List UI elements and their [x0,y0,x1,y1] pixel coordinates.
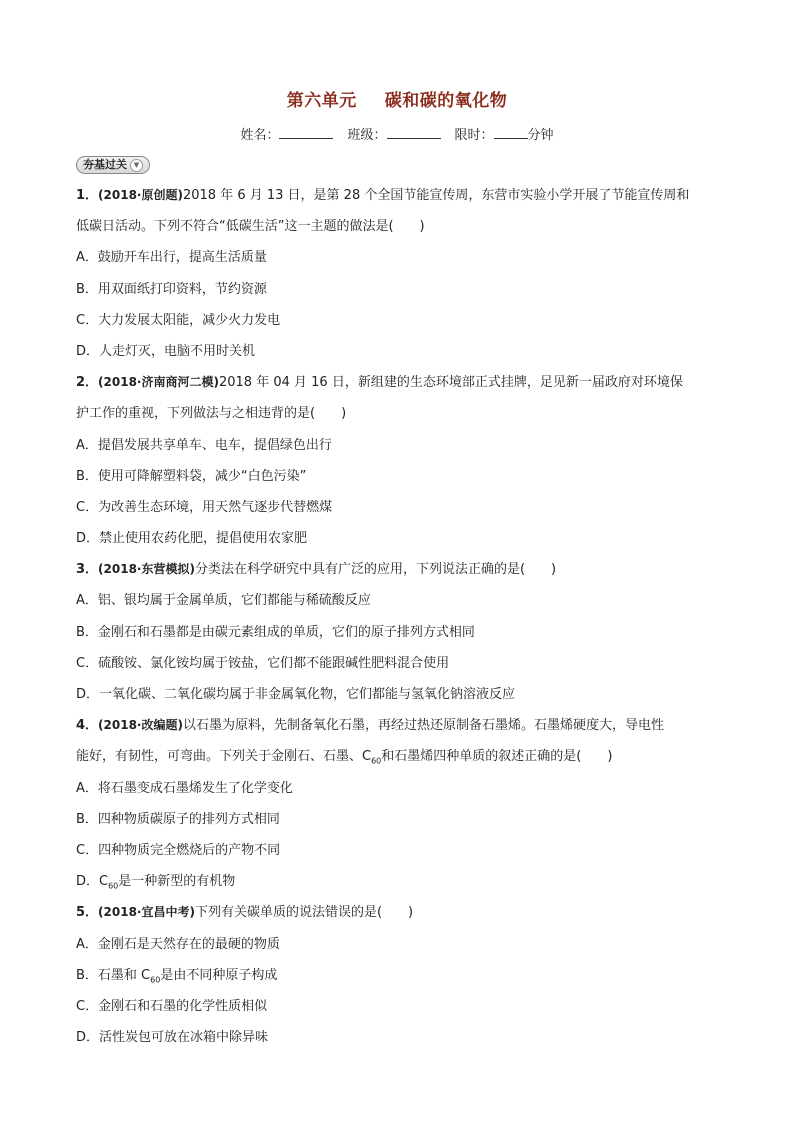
question-stem: 5．(2018·宜昌中考)下列有关碳单质的说法错误的是( ) [76,905,414,921]
page-title [0,86,794,111]
option-b[interactable]: B．四种物质碳原子的排列方式相同 [76,811,280,827]
question-stem: 2．(2018·济南商河二模)2018 年 04 月 16 日，新组建的生态环境部正式挂牌，足见新一届政府对环境保 [76,375,683,391]
class-label: 班级： [347,128,387,143]
down-arrow-icon: ▼ [130,159,143,172]
option-a[interactable]: A．将石墨变成石墨烯发生了化学变化 [76,780,293,796]
option-c[interactable]: C．四种物质完全燃烧后的产物不同 [76,842,281,858]
option-a[interactable]: A．鼓励开车出行，提高生活质量 [76,250,267,266]
question-stem: 3．(2018·东营模拟)分类法在科学研究中具有广泛的应用，下列说法正确的是( ) [76,562,557,578]
option-d[interactable]: D．一氧化碳、二氧化碳均属于非金属氧化物，它们都能与氢氧化钠溶液反应 [76,687,516,702]
option-c[interactable]: C．大力发展太阳能，减少火力发电 [76,312,281,328]
option-d[interactable]: D．$C_{60}$是一种新型的有机物 [76,874,236,891]
question-1 [76,180,722,367]
option-c[interactable]: C．金刚石和石墨的化学性质相似 [76,998,268,1014]
name-blank[interactable] [279,126,333,139]
option-c[interactable]: C．硫酸铵、氯化铵均属于铵盐，它们都不能跟碱性肥料混合使用 [76,655,450,671]
title-topic: 碳和碳的氧化物 [384,91,508,111]
time-blank[interactable] [494,126,528,139]
question-source: (2018·改编题) [98,718,183,733]
question-source: (2018·济南商河二模) [98,375,219,390]
option-a[interactable]: A．提倡发展共享单车、电车，提倡绿色出行 [76,437,332,453]
option-b[interactable]: B．石墨和 $C_{60}$是由不同种原子构成 [76,967,278,985]
student-info-line [0,124,794,143]
question-3 [76,554,722,710]
question-stem: 1．(2018·原创题)2018 年 6 月 13 日，是第 28 个全国节能宣传周，东营市实验小学开展了节能宣传周和 [76,188,690,203]
question-stem-cont: 能好，有韧性，可弯曲。下列关于金刚石、石墨、$C_{60}$和石墨烯四种单质的叙述正确的是( ) [76,749,613,766]
question-source: (2018·东营模拟) [98,562,195,577]
name-label: 姓名： [240,128,280,143]
option-b[interactable]: B．金刚石和石墨都是由碳元素组成的单质，它们的原子排列方式相同 [76,624,475,640]
section-tag [76,156,150,174]
option-b[interactable]: B．使用可降解塑料袋，减少“白色污染” [76,468,307,484]
question-5 [76,897,722,1053]
option-a[interactable]: A．金刚石是天然存在的最硬的物质 [76,936,280,952]
question-source: (2018·原创题) [98,188,183,202]
question-list [76,180,722,1053]
option-d[interactable]: D．禁止使用农药化肥，提倡使用农家肥 [76,531,308,547]
option-d[interactable]: D．人走灯灭，电脑不用时关机 [76,343,256,359]
option-c[interactable]: C．为改善生态环境，用天然气逐步代替燃煤 [76,499,333,515]
section-label: 夯基过关 [83,158,127,171]
option-b[interactable]: B．用双面纸打印资料，节约资源 [76,281,267,297]
option-d[interactable]: D．活性炭包可放在冰箱中除异味 [76,1030,269,1046]
time-label: 限时： [454,128,494,143]
question-source: (2018·宜昌中考) [98,905,195,920]
title-unit: 第六单元 [286,91,357,111]
question-2 [76,367,722,554]
question-4 [76,710,722,897]
option-a[interactable]: A．铝、银均属于金属单质，它们都能与稀硫酸反应 [76,593,371,609]
time-unit: 分钟 [527,128,554,143]
class-blank[interactable] [387,126,441,139]
question-stem: 4．(2018·改编题)以石墨为原料，先制备氧化石墨，再经过热还原制备石墨烯。石墨烯硬度大，导电性 [76,718,664,734]
question-stem-cont: 护工作的重视，下列做法与之相违背的是( ) [76,406,347,422]
question-stem-cont: 低碳日活动。下列不符合“低碳生活”这一主题的做法是( ) [76,219,425,235]
